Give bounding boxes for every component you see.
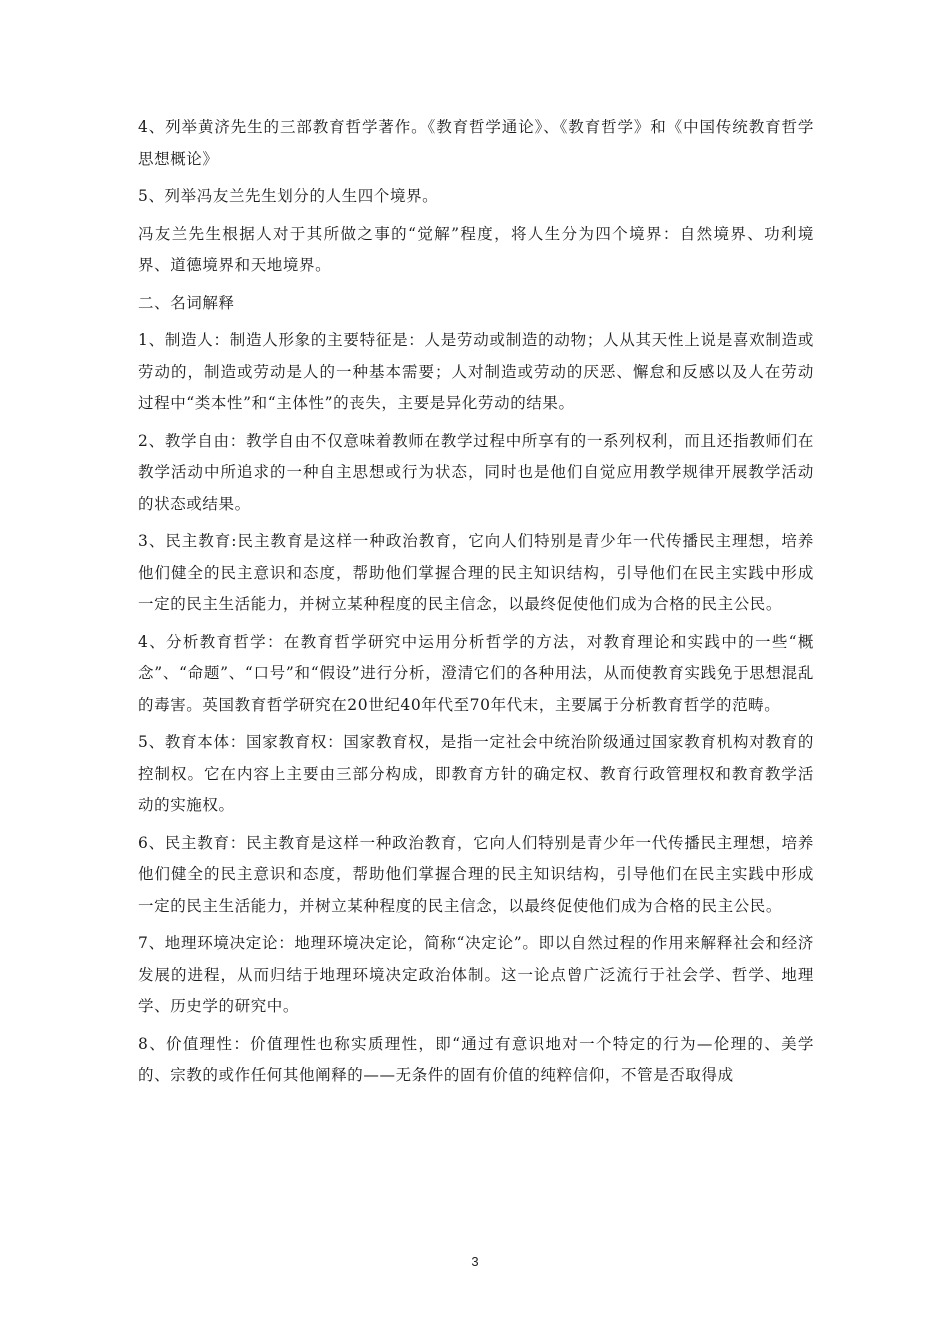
paragraph-q4-huang-ji-works: 4、列举黄济先生的三部教育哲学著作。《教育哲学通论》、《教育哲学》和《中国传统教育哲学思想概论》 — [138, 118, 814, 168]
paragraph-q5-feng-youlan-question: 5、列举冯友兰先生划分的人生四个境界。 — [138, 187, 439, 205]
paragraph-term-homo-faber: 1、制造人：制造人形象的主要特征是：人是劳动或制造的动物；人从其天性上说是喜欢制造或劳动的，制造或劳动是人的一种基本需要；人对制造或劳动的厌恶、懈怠和反感以及人在劳动过程中“类本性”和“主体性”的丧失，主要是异化劳动的结果。 — [138, 331, 814, 412]
paragraph-term-analytic-philosophy-of-education: 4、分析教育哲学：在教育哲学研究中运用分析哲学的方法，对教育理论和实践中的一些“概念”、“命题”、“口号”和“假设”进行分析，澄清它们的各种用法，从而使教育实践免于思想混乱的毒害。英国教育哲学研究在20世纪40年代至70年代末，主要属于分析教育哲学的范畴。 — [138, 632, 814, 714]
paragraph-term-value-rationality: 8、价值理性：价值理性也称实质理性，即“通过有意识地对一个特定的行为—伦理的、美学的、宗教的或作任何其他阐释的——无条件的固有价值的纯粹信仰，不管是否取得成 — [138, 1034, 814, 1084]
paragraph-term-teaching-freedom: 2、教学自由：教学自由不仅意味着教师在教学过程中所享有的一系列权利，而且还指教师们在教学活动中所追求的一种自主思想或行为状态，同时也是他们自觉应用教学规律开展教学活动的状态或结果。 — [138, 431, 814, 513]
paragraph-term-education-ontology: 5、教育本体：国家教育权：国家教育权，是指一定社会中统治阶级通过国家教育机构对教育的控制权。它在内容上主要由三部分构成，即教育方针的确定权、教育行政管理权和教育教学活动的实施权。 — [138, 733, 814, 814]
paragraph-term-democratic-education: 3、民主教育:民主教育是这样一种政治教育，它向人们特别是青少年一代传播民主理想，培养他们健全的民主意识和态度，帮助他们掌握合理的民主知识结构，引导他们在民主实践中形成一定的民主生活能力，并树立某种程度的民主信念，以最终促使他们成为合格的民主公民。 — [138, 532, 814, 613]
paragraph-q5-feng-youlan-answer: 冯友兰先生根据人对于其所做之事的“觉解”程度，将人生分为四个境界：自然境界、功利境界、道德境界和天地境界。 — [138, 224, 814, 274]
paragraph-term-democratic-education-repeat: 6、民主教育：民主教育是这样一种政治教育，它向人们特别是青少年一代传播民主理想，培养他们健全的民主意识和态度，帮助他们掌握合理的民主知识结构，引导他们在民主实践中形成一定的民主生活能力，并树立某种程度的民主信念，以最终促使他们成为合格的民主公民。 — [138, 833, 814, 915]
paragraph-term-geographic-determinism: 7、地理环境决定论：地理环境决定论，简称“决定论”。即以自然过程的作用来解释社会和经济发展的进程，从而归结于地理环境决定政治体制。这一论点曾广泛流行于社会学、哲学、地理学、历史学的研究中。 — [138, 934, 814, 1015]
document-body — [138, 112, 814, 1098]
section-heading-term-definitions: 二、名词解释 — [138, 293, 235, 312]
page-number: 3 — [471, 1254, 479, 1269]
